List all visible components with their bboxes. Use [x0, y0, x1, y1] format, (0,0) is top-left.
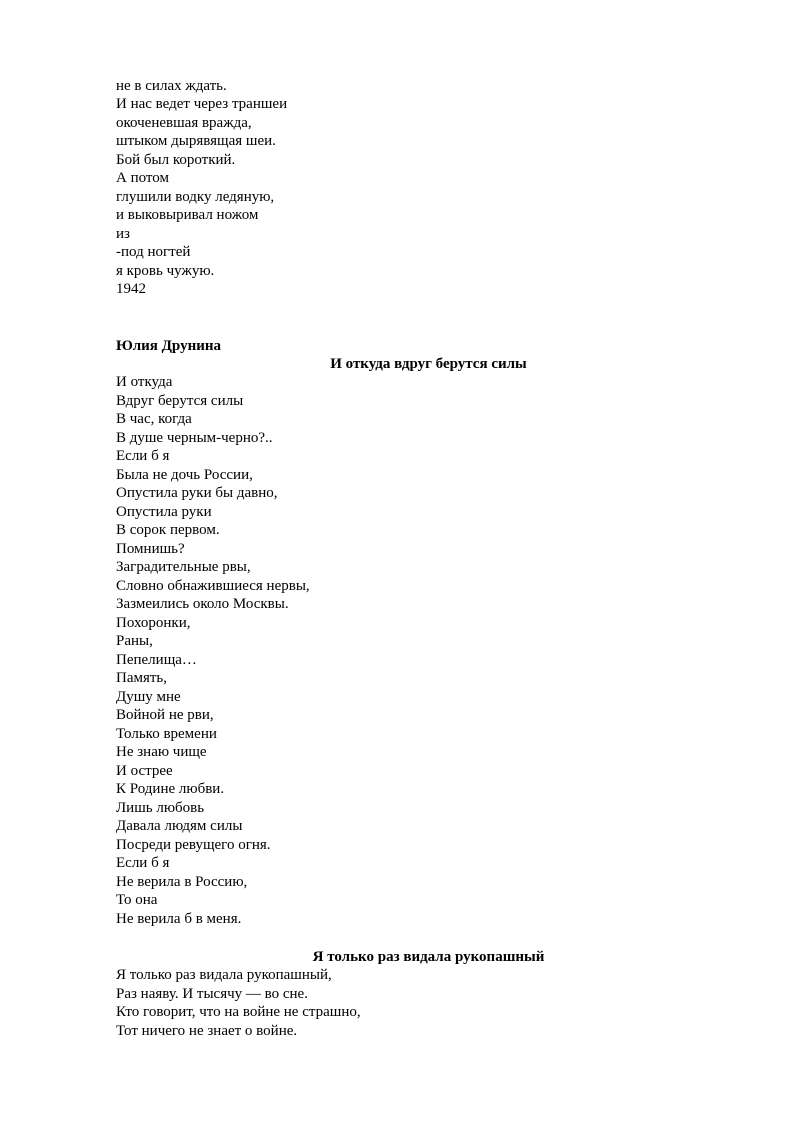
- poem-line: Лишь любовь: [116, 800, 205, 816]
- poem-line: Память,: [116, 670, 168, 686]
- poem-year: 1942: [116, 281, 146, 297]
- poem-line: Посреди ревущего огня.: [116, 837, 271, 853]
- poem-line: Вдруг берутся силы: [116, 393, 244, 409]
- poem-line: Была не дочь России,: [116, 467, 253, 483]
- poem-line: И нас ведет через траншеи: [116, 96, 288, 112]
- poem-line: И откуда: [116, 374, 173, 390]
- poem-line: Давала людям силы: [116, 818, 243, 834]
- poem-line: Душу мне: [116, 689, 181, 705]
- poem-line: Только времени: [116, 726, 217, 742]
- poem-line: Зазмеились около Москвы.: [116, 596, 289, 612]
- poem-line: Раны,: [116, 633, 153, 649]
- poem-line: Я только раз видала рукопашный,: [116, 967, 332, 983]
- poem-line: не в силах ждать.: [116, 78, 227, 94]
- poem-line: А потом: [116, 170, 169, 186]
- poem-line: Опустила руки бы давно,: [116, 485, 278, 501]
- poem-line: Заградительные рвы,: [116, 559, 251, 575]
- poem-line: В час, когда: [116, 411, 192, 427]
- poem-line: Тот ничего не знает о войне.: [116, 1023, 298, 1039]
- poem-line: я кровь чужую.: [116, 263, 215, 279]
- poem-line: В душе черным-черно?..: [116, 430, 273, 446]
- poem-line: из: [116, 226, 130, 242]
- poem-line: Если б я: [116, 448, 170, 464]
- poem-line: -под ногтей: [116, 244, 191, 260]
- poem-title: Я только раз видала рукопашный: [312, 949, 545, 965]
- poem-line: Не верила б в меня.: [116, 911, 242, 927]
- poem-line: То она: [116, 892, 158, 908]
- poem-line: Войной не рви,: [116, 707, 214, 723]
- poem-line: Пепелища…: [116, 652, 197, 668]
- poem-line: и выковыривал ножом: [116, 207, 259, 223]
- poem-line: штыком дырявящая шеи.: [116, 133, 276, 149]
- poem-line: Словно обнажившиеся нервы,: [116, 578, 310, 594]
- poem-line: Бой был короткий.: [116, 152, 236, 168]
- poem-line: Похоронки,: [116, 615, 191, 631]
- poem-line: Не верила в Россию,: [116, 874, 248, 890]
- poem-line: К Родине любви.: [116, 781, 225, 797]
- poem-line: Опустила руки: [116, 504, 212, 520]
- poem-line: глушили водку ледяную,: [116, 189, 275, 205]
- poem-line: В сорок первом.: [116, 522, 220, 538]
- poem-line: Помнишь?: [116, 541, 185, 557]
- poem-line: И острее: [116, 763, 173, 779]
- poem-line: Кто говорит, что на войне не страшно,: [116, 1004, 361, 1020]
- poem-line: Раз наяву. И тысячу — во сне.: [116, 986, 308, 1002]
- poem-line: Не знаю чище: [116, 744, 207, 760]
- author-name: Юлия Друнина: [116, 338, 222, 354]
- poem-line: окоченевшая вражда,: [116, 115, 252, 131]
- poem-line: Если б я: [116, 855, 170, 871]
- poem-title: И откуда вдруг берутся силы: [330, 356, 527, 372]
